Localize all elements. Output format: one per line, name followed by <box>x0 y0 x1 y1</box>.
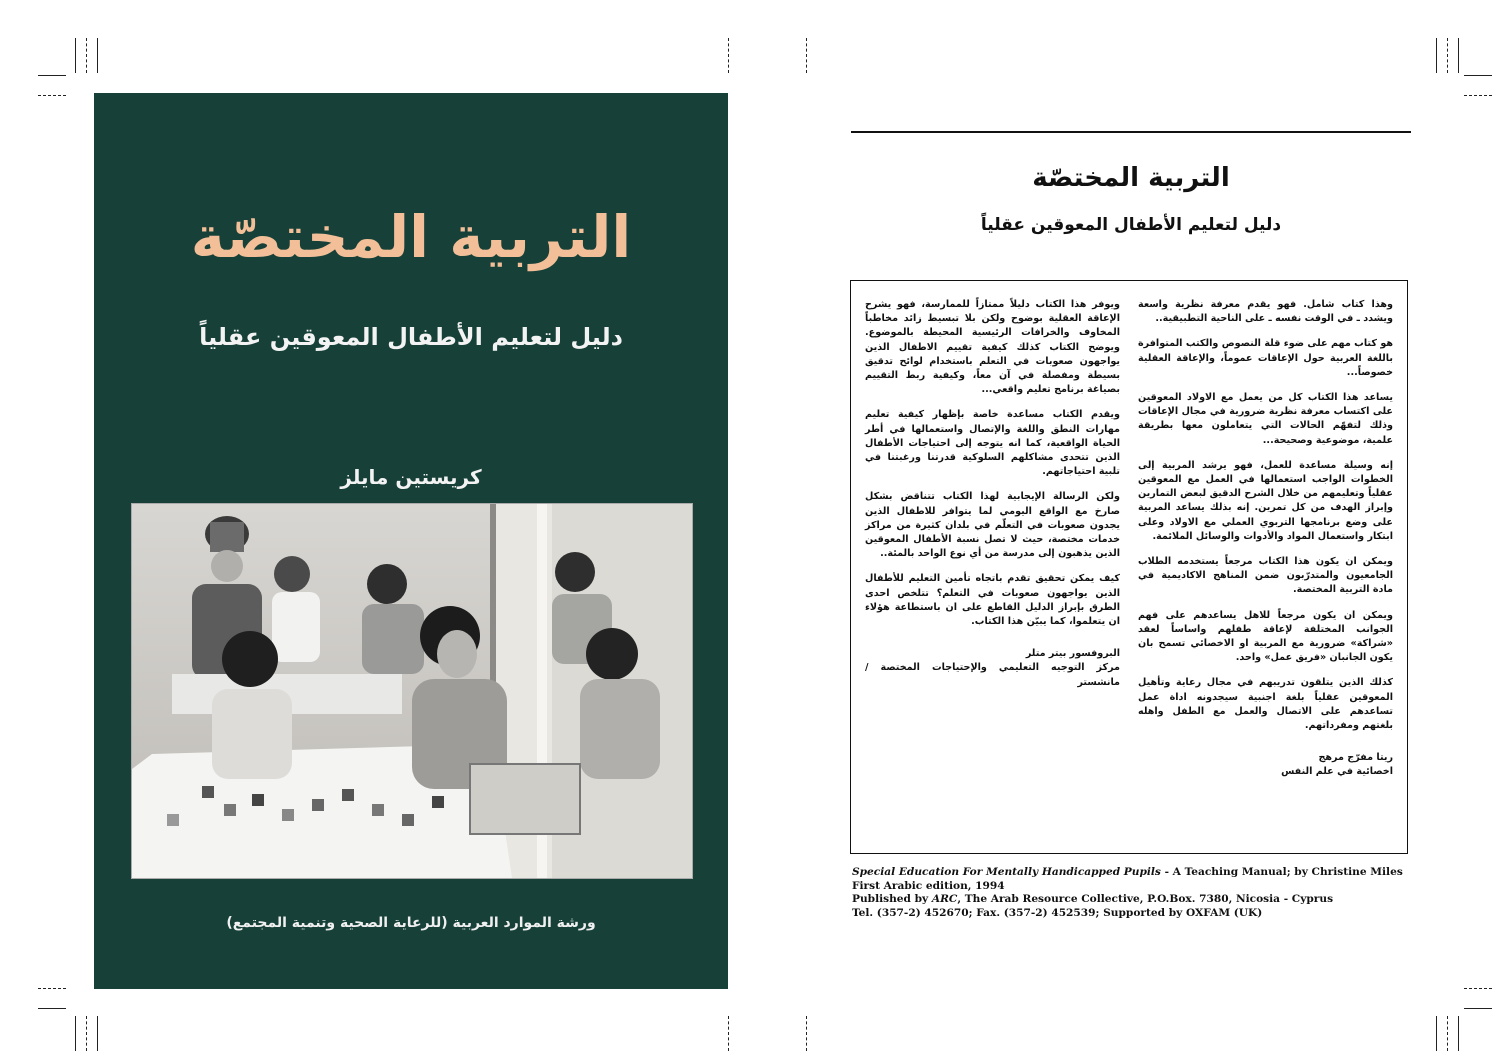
blurb-box <box>850 280 1408 854</box>
crop-mark <box>1447 38 1448 73</box>
top-rule <box>851 131 1411 133</box>
book-english-title: Special Education For Mentally Handicapped Pupils <box>852 866 1161 878</box>
crop-mark <box>38 95 66 96</box>
classroom-photo-illustration <box>132 504 692 878</box>
publisher-abbrev: ARC <box>931 893 958 906</box>
cover-publisher: ورشة الموارد العربية (للرعاية الصحية وتنمية المجتمع) <box>226 915 596 931</box>
credits-line-1 <box>852 866 1412 880</box>
credits-line-2: First Arabic edition, 1994 <box>852 879 1005 892</box>
paragraph: وهذا كتاب شامل. فهو يقدم معرفة نظرية واسعة ويشدد ـ في الوقت نفسه ـ على الناحية التطبيقية.. <box>1138 299 1393 325</box>
cover-title: التربية المختصّة <box>190 203 632 271</box>
crop-mark <box>1464 75 1492 76</box>
crop-mark <box>1436 38 1437 73</box>
crop-mark <box>1464 95 1492 96</box>
paragraph: ولكن الرسالة الإيجابية لهذا الكتاب تتناقض بشكل صارخ مع الواقع اليومي لما يتوافر للاطفال الذين يجدون صعوبات في التعلّم في بلدان كثيرة من مراكز خدمات مختصة، حيث لا تصل نسبة الأطفال المعوقين الذين يذهبون إلى مدرسة من أي نوع الواحد بالمئة.. <box>865 491 1120 560</box>
crop-mark <box>728 38 729 73</box>
paragraph: كذلك الذين يتلقون تدريبهم في مجال رعاية وتأهيل المعوقين عقلياً بلغة اجنبية سيجدونه اداة عمل تساعدهم على الاتصال والعمل مع الطفل واهله بلغتهم ومفرداتهم. <box>1138 677 1393 732</box>
paragraph: ويوفر هذا الكتاب دليلاً ممتازاً للممارسة، فهو يشرح الإعاقة العقلية بوضوح ولكن بلا تبسيط زائد مخاطباً المخاوف والخرافات الرئيسية المحيطة بالموضوع. ويوضح الكتاب كذلك كيفية تقييم الاطفال الذين يواجهون صعوبات في التعلم باستخدام لوائح تدقيق بسيطة ومفصلة في آن معاً، وكيفية ربط التقييم بصياغة برنامج تعليم واقعي... <box>865 299 1120 396</box>
crop-mark <box>806 1016 807 1051</box>
back-title: التربية المختصّة <box>1032 163 1230 193</box>
crop-mark <box>728 1016 729 1051</box>
right-signature <box>1138 751 1393 779</box>
crop-mark <box>1464 1008 1492 1009</box>
paragraph: يساعد هذا الكتاب كل من يعمل مع الاولاد المعوقين على اكتساب معرفة نظرية ضرورية في مجال الإعاقات وذلك لتفهّم الحالات التي يتعاملون معها بطريقة علمية، موضوعية وصحيحة... <box>1138 392 1393 446</box>
credits-line-3 <box>852 893 1412 907</box>
crop-mark <box>97 1016 98 1051</box>
cover-author: كريستين مايلز <box>340 465 482 489</box>
back-subtitle: دليل لتعليم الأطفال المعوقين عقلياً <box>980 215 1282 235</box>
left-signature <box>865 647 1120 690</box>
blurb-left-column <box>865 298 1120 690</box>
crop-mark <box>806 38 807 73</box>
signature-name: البروفسور بيتر متلر <box>1025 648 1120 660</box>
crop-mark <box>86 38 87 73</box>
signature-title: مركز التوجيه التعليمي والإحتياجات المختصة / مانشستر <box>865 662 1120 688</box>
publication-credits <box>852 866 1412 920</box>
cover-photo <box>131 503 693 879</box>
credits-text: , The Arab Resource Collective, P.O.Box. 7380, Nicosia - Cyprus <box>957 893 1334 906</box>
paragraph: كيف يمكن تحقيق تقدم باتجاه تأمين التعليم للأطفال الذين يواجهون صعوبات في التعلم؟ تتلخص احدى الطرق بإبراز الدليل القاطع على ان باستطاعة هؤلاء ان يتعلموا، كما يبيّن هذا الكتاب. <box>865 573 1120 628</box>
paragraph: إنه وسيلة مساعدة للعمل، فهو يرشد المربية إلى الخطوات الواجب استعمالها في العمل مع المعوقين عقلياً وتعليمهم من خلال الشرح الدقيق لبعض التمارين وإبراز الهدف من كل تمرين. إنه بذلك يساعد المربية على وضع برنامجها التربوي العملي مع الاولاد وعلى ابتكار واستعمال المواد والأدوات والوسائل الملائمة. <box>1138 459 1393 542</box>
paragraph: هو كتاب مهم على ضوء قلة النصوص والكتب المتوافرة باللغة العربية حول الإعاقات عموماً، والإعاقة العقلية خصوصاً... <box>1138 338 1393 378</box>
crop-mark <box>75 38 76 73</box>
crop-mark <box>38 988 66 989</box>
signature-title: اخصائية في علم النفس <box>1281 766 1393 778</box>
paragraph: ويمكن ان يكون مرجعاً للاهل يساعدهم على فهم الجوانب المختلفة لإعاقة طفلهم واساساً لعقد «شراكة» ضرورية مع المربية او الاخصائي تسمح بان يكون الجانبان «فريق عمل» واحد. <box>1138 609 1393 664</box>
signature-name: ريتا مفرّج مرهج <box>1318 752 1393 764</box>
crop-mark <box>1458 38 1459 73</box>
crop-mark <box>1458 1016 1459 1051</box>
crop-mark <box>1436 1016 1437 1051</box>
crop-mark <box>75 1016 76 1051</box>
crop-mark <box>1464 988 1492 989</box>
crop-mark <box>97 38 98 73</box>
cover-subtitle: دليل لتعليم الأطفال المعوقين عقلياً <box>199 323 623 351</box>
crop-mark <box>1447 1016 1448 1051</box>
credits-text: Published by <box>852 893 932 906</box>
crop-mark <box>38 75 66 76</box>
crop-mark <box>38 1008 66 1009</box>
blurb-right-column <box>1138 298 1393 780</box>
credits-text: - A Teaching Manual; by Christine Miles <box>1160 866 1403 878</box>
credits-line-4: Tel. (357-2) 452670; Fax. (357-2) 452539; Supported by OXFAM (UK) <box>852 906 1263 919</box>
crop-mark <box>86 1016 87 1051</box>
front-cover <box>94 93 728 989</box>
paragraph: ويمكن ان يكون هذا الكتاب مرجعاً يستخدمه الطلاب الجامعيون والمتدرّبون ضمن المناهج الاكاديمية في مادة التربية المختصة. <box>1138 556 1393 596</box>
paragraph: ويقدم الكتاب مساعدة خاصة بإظهار كيفية تعليم مهارات النطق واللغة والإتصال واستعمالها في أطر الحياة الواقعية، كما انه يتوجه إلى احتياجات الأطفال الذين تتحدى مشاكلهم السلوكية قدرتنا ورغبتنا في تلبية احتياجاتهم. <box>865 409 1120 478</box>
